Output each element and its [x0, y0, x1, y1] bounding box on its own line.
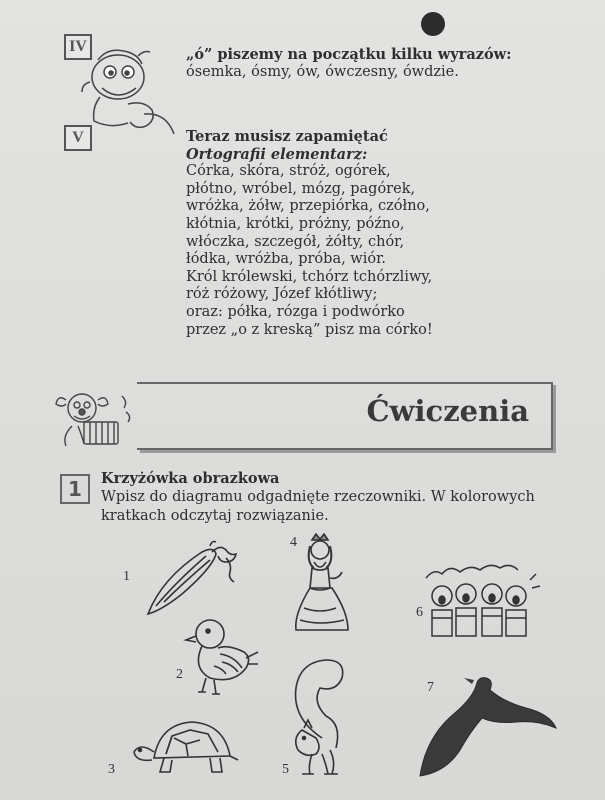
poem-line: łódka, wróżba, próba, wiór.: [186, 251, 387, 268]
section-v-poem: [186, 128, 433, 339]
poem-line: róż różowy, Józef kłótliwy;: [186, 286, 378, 303]
poem-line: oraz: półka, rózga i podwórko: [186, 303, 405, 320]
exercise-number: 1: [60, 474, 90, 504]
poem-line: włóczka, szczegół, żółty, chór,: [186, 233, 405, 250]
picture-number-5: 5: [282, 762, 289, 777]
sparrow-icon: [184, 614, 260, 698]
poem-line: Król królewski, tchórz tchórzliwy,: [186, 268, 433, 285]
exercise-instruction-line1: Wpisz do diagramu odgadnięte rzeczowniki. W kolorowych: [101, 489, 535, 505]
exercise-instruction-line2: kratkach odczytaj rozwiązanie.: [101, 508, 329, 524]
picture-number-3: 3: [108, 762, 115, 777]
poem-line: Ortografii elementarz:: [186, 145, 368, 163]
exercise-text: [101, 469, 571, 526]
turtle-icon: [130, 712, 240, 782]
section-heading-title: Ćwiczenia: [366, 394, 529, 428]
exercise-title: Krzyżówka obrazkowa: [101, 470, 280, 487]
picture-number-2: 2: [176, 667, 183, 682]
section-iv-line2: ósemka, ósmy, ów, ówczesny, ówdzie.: [186, 63, 459, 80]
section-iv-text: [186, 46, 511, 81]
poem-line: płótno, wróbel, mózg, pagórek,: [186, 180, 416, 197]
clown-character-icon: [52, 386, 136, 450]
poem-line: Teraz musisz zapamiętać: [186, 128, 388, 145]
punch-hole: [421, 12, 445, 36]
section-iv-line1: „ó” piszemy na początku kilku wyrazów:: [186, 46, 512, 63]
swallow-icon: [416, 676, 558, 786]
picture-number-6: 6: [416, 605, 423, 620]
section-heading-frame: [137, 382, 553, 450]
section-iv-number: IV: [64, 34, 92, 60]
poem-line: wróżka, żółw, przepiórka, czółno,: [186, 198, 430, 215]
poem-line: Córka, skóra, stróż, ogórek,: [186, 163, 391, 180]
picture-number-4: 4: [290, 535, 297, 550]
cucumber-icon: [142, 538, 242, 618]
picture-number-1: 1: [123, 569, 130, 584]
poem-line: kłótnia, krótki, próżny, późno,: [186, 215, 405, 232]
choir-icon: [420, 566, 542, 642]
squirrel-icon: [282, 658, 360, 780]
section-v-number: V: [64, 125, 92, 151]
cartoon-character-icon: [78, 42, 188, 142]
poem-line: przez „o z kreską” pisz ma córko!: [186, 321, 433, 338]
picture-number-7: 7: [427, 680, 434, 695]
princess-icon: [290, 534, 356, 634]
